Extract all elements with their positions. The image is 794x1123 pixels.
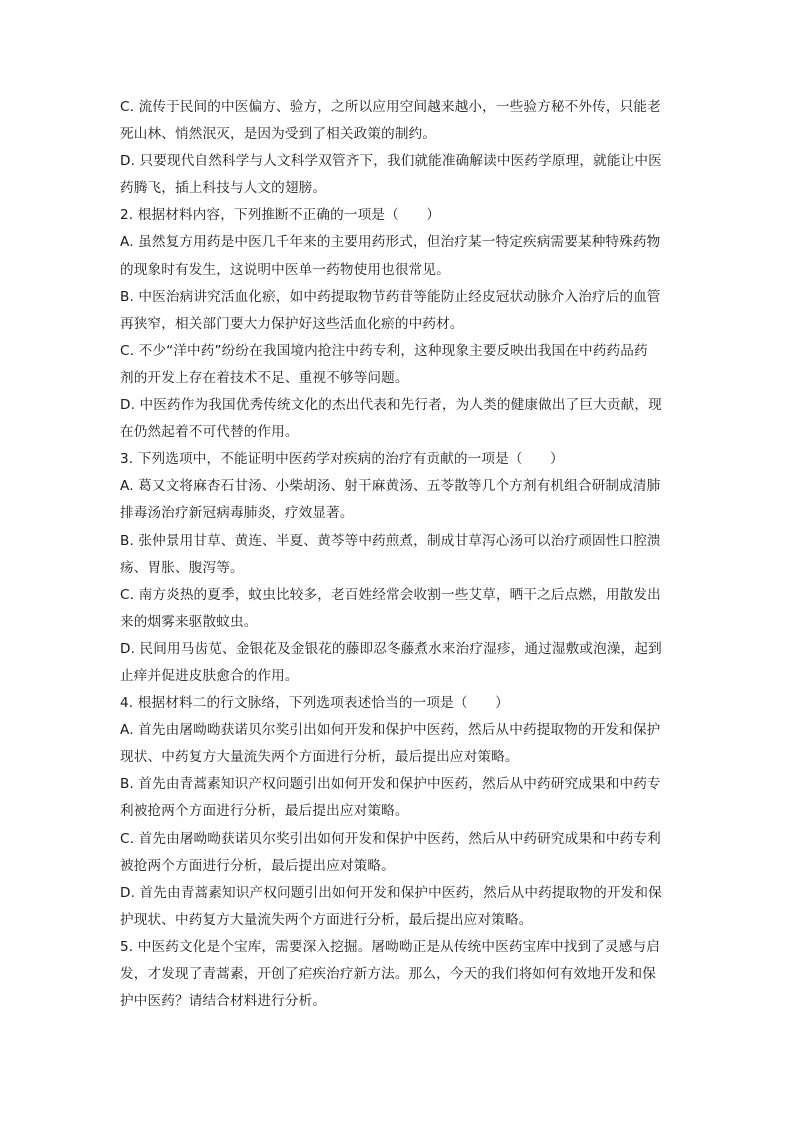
text-line: A. 葛又文将麻杏石甘汤、小柴胡汤、射干麻黄汤、五苓散等几个方剂有机组合研制成清肺 xyxy=(120,478,661,495)
text-line: 利被抢两个方面进行分析，最后提出应对策略。 xyxy=(120,803,409,820)
question-stem: 5. 中医药文化是个宝库，需要深入挖掘。屠呦呦正是从传统中医药宝库中找到了灵感与启 xyxy=(120,938,661,955)
text-line: 再狭窄，相关部门要大力保护好这些活血化瘀的中药材。 xyxy=(120,315,464,332)
text-line: D. 只要现代自然科学与人文科学双管齐下，我们就能准确解读中医药学原理，就能让中医 xyxy=(120,153,662,170)
text-line: B. 首先由青蒿素知识产权问题引出如何开发和保护中医药，然后从中药研究成果和中药专 xyxy=(120,776,661,793)
text-line: 现状、中药复方大量流失两个方面进行分析，最后提出应对策略。 xyxy=(120,749,519,766)
document-body xyxy=(120,94,676,1015)
question-stem: 3. 下列选项中，不能证明中医药学对疾病的治疗有贡献的一项是（ ） xyxy=(120,451,564,468)
question-stem: 2. 根据材料内容，下列推断不正确的一项是（ ） xyxy=(120,207,441,224)
text-line: 疡、胃胀、腹泻等。 xyxy=(120,559,244,576)
text-line: 死山林、悄然泯灭，是因为受到了相关政策的制约。 xyxy=(120,126,437,143)
question-stem: 4. 根据材料二的行文脉络，下列选项表述恰当的一项是（ ） xyxy=(120,695,509,712)
text-line: B. 中医治病讲究活血化瘀，如中药提取物节药苷等能防止经皮冠状动脉介入治疗后的血管 xyxy=(120,288,661,305)
text-line: 被抢两个方面进行分析，最后提出应对策略。 xyxy=(120,857,395,874)
text-line: 止痒并促进皮肤愈合的作用。 xyxy=(120,667,299,684)
text-line: C. 流传于民间的中医偏方、验方，之所以应用空间越来越小，一些验方秘不外传，只能老 xyxy=(120,99,661,115)
text-line: 护中医药？请结合材料进行分析。 xyxy=(120,993,327,1010)
text-line: C. 南方炎热的夏季，蚊虫比较多，老百姓经常会收割一些艾草，晒干之后点燃，用散发出 xyxy=(120,586,661,603)
text-line: C. 首先由屠呦呦获诺贝尔奖引出如何开发和保护中医药，然后从中药研究成果和中药专利 xyxy=(120,830,661,847)
text-line: 排毒汤治疗新冠病毒肺炎，疗效显著。 xyxy=(120,505,354,522)
text-line: D. 首先由青蒿素知识产权问题引出如何开发和保护中医药，然后从中药提取物的开发和保 xyxy=(120,884,662,901)
text-line: 药腾飞，插上科技与人文的翅膀。 xyxy=(120,180,327,197)
text-line: 护现状、中药复方大量流失两个方面进行分析，最后提出应对策略。 xyxy=(120,911,533,928)
text-line: D. 中医药作为我国优秀传统文化的杰出代表和先行者，为人类的健康做出了巨大贡献，现 xyxy=(120,397,662,414)
text-line: B. 张仲景用甘草、黄连、半夏、黄芩等中药煎煮，制成甘草泻心汤可以治疗顽固性口腔溃 xyxy=(120,532,661,549)
text-line: A. 虽然复方用药是中医几千年来的主要用药形式，但治疗某一特定疾病需要某种特殊药物 xyxy=(120,234,661,251)
text-line: 在仍然起着不可代替的作用。 xyxy=(120,424,299,441)
text-line: 来的烟雾来驱散蚊虫。 xyxy=(120,613,258,630)
text-line: 发，才发现了青蒿素，开创了疟疾治疗新方法。那么，今天的我们将如何有效地开发和保 xyxy=(120,966,657,982)
text-line: C. 不少“洋中药”纷纷在我国境内抢注中药专利，这种现象主要反映出我国在中药药品药 xyxy=(120,342,648,359)
text-line: D. 民间用马齿苋、金银花及金银花的藤即忍冬藤煮水来治疗湿疹，通过湿敷或泡澡，起到 xyxy=(120,640,662,657)
text-line: A. 首先由屠呦呦获诺贝尔奖引出如何开发和保护中医药，然后从中药提取物的开发和保护 xyxy=(120,722,661,739)
text-line: 的现象时有发生，这说明中医单一药物使用也很常见。 xyxy=(120,261,450,278)
text-line: 剂的开发上存在着技术不足、重视不够等问题。 xyxy=(120,369,409,386)
